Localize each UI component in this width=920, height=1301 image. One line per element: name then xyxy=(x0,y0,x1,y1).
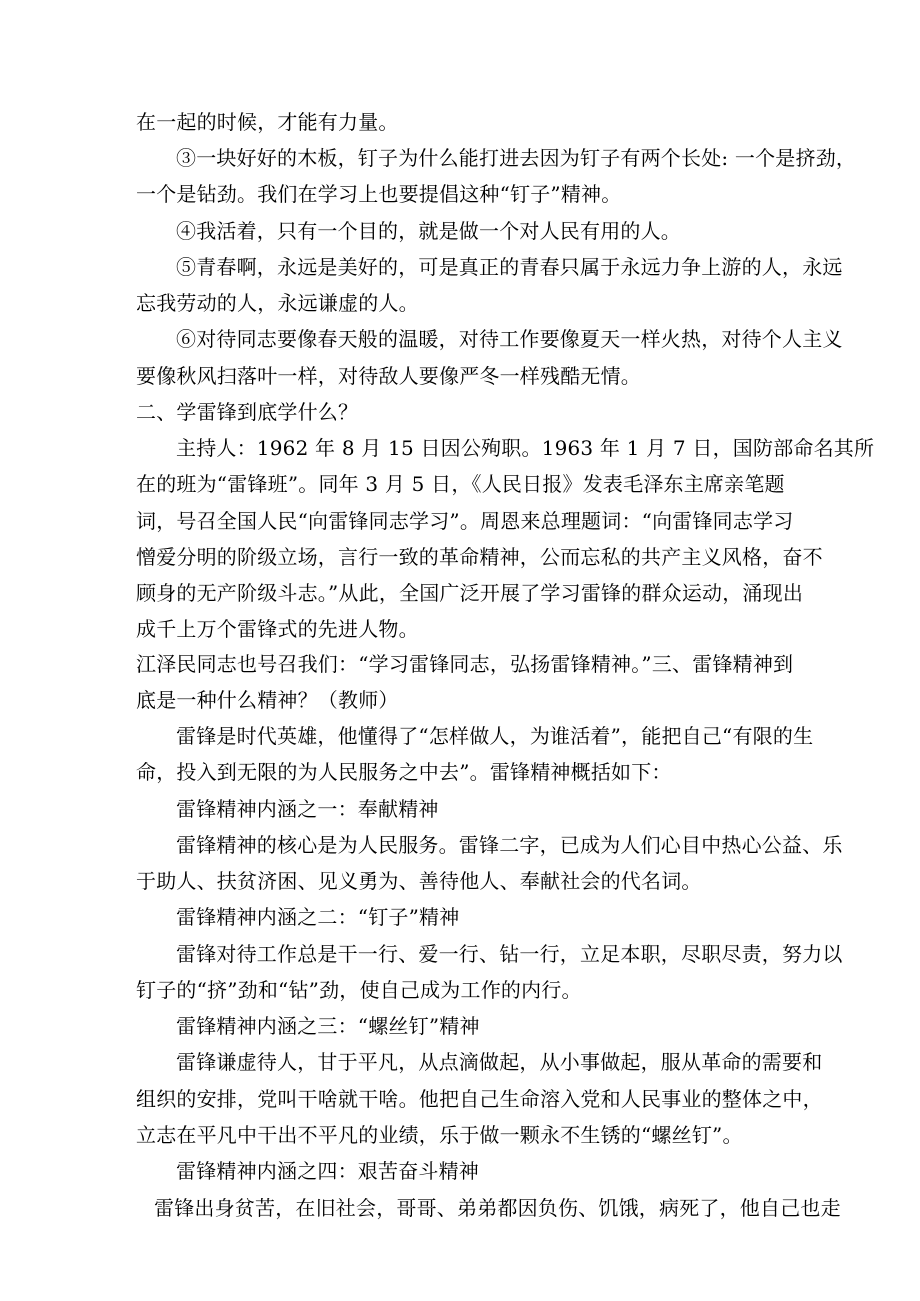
subsection-heading: 雷锋精神内涵之四：艰苦奋斗精神 xyxy=(176,1159,479,1183)
text-line: 一个是钻劲。我们在学习上也要提倡这种“钉子”精神。 xyxy=(136,182,622,206)
text-line: 雷锋是时代英雄，他懂得了“怎样做人，为谁活着”，能把自己“有限的生 xyxy=(176,724,814,748)
text-line: 江泽民同志也号召我们：“学习雷锋同志，弘扬雷锋精神。”三、雷锋精神到 xyxy=(136,652,794,676)
text-line: 要像秋风扫落叶一样，对待敌人要像严冬一样残酷无情。 xyxy=(136,364,641,388)
subsection-heading: 雷锋精神内涵之二：“钉子”精神 xyxy=(176,905,460,929)
text-line: ④我活着，只有一个目的，就是做一个对人民有用的人。 xyxy=(176,219,681,243)
text-line: 命，投入到无限的为人民服务之中去”。雷锋精神概括如下： xyxy=(136,760,672,784)
text-line: 组织的安排，党叫干啥就干啥。他把自己生命溶入党和人民事业的整体之中， xyxy=(136,1087,823,1111)
text-line: ⑥对待同志要像春天般的温暖，对待工作要像夏天一样火热，对待个人主义 xyxy=(176,327,843,351)
text-line: 雷锋精神的核心是为人民服务。雷锋二字，已成为人们心目中热心公益、乐 xyxy=(176,833,843,857)
text-line: 憎爱分明的阶级立场，言行一致的革命精神，公而忘私的共产主义风格，奋不 xyxy=(136,545,823,569)
text-line: 忘我劳动的人，永远谦虚的人。 xyxy=(136,291,419,315)
subsection-heading: 雷锋精神内涵之一：奉献精神 xyxy=(176,797,439,821)
text-line: 在的班为“雷锋班”。同年 3 月 5 日，《人民日报》发表毛泽东主席亲笔题 xyxy=(136,472,785,496)
text-line: 钉子的“挤”劲和“钻”劲，使自己成为工作的内行。 xyxy=(136,978,582,1002)
subsection-heading: 雷锋精神内涵之三：“螺丝钉”精神 xyxy=(176,1014,480,1038)
text-line: 顾身的无产阶级斗志。”从此，全国广泛开展了学习雷锋的群众运动，涌现出 xyxy=(136,581,804,605)
text-line: 雷锋对待工作总是干一行、爱一行、钻一行，立足本职，尽职尽责，努力以 xyxy=(176,942,843,966)
text-line: 于助人、扶贫济困、见义勇为、善待他人、奉献社会的代名词。 xyxy=(136,869,702,893)
text-line: ③一块好好的木板，钉子为什么能打进去因为钉子有两个长处: 一个是挤劲， xyxy=(176,146,857,170)
text-line: ⑤青春啊，永远是美好的，可是真正的青春只属于永远力争上游的人，永远 xyxy=(176,255,843,279)
text-line: 底是一种什么精神？（教师） xyxy=(136,688,399,712)
text-line: 主持人：1962 年 8 月 15 日因公殉职。1963 年 1 月 7 日，国防部命名其所 xyxy=(176,436,875,460)
text-line: 词，号召全国人民“向雷锋同志学习”。周恩来总理题词：“向雷锋同志学习 xyxy=(136,509,794,533)
text-line: 立志在平凡中干出不平凡的业绩，乐于做一颗永不生锈的“螺丝钉”。 xyxy=(136,1123,743,1147)
text-line: 在一起的时候，才能有力量。 xyxy=(136,110,399,134)
text-line: 雷锋谦虚待人，甘于平凡，从点滴做起，从小事做起，服从革命的需要和 xyxy=(176,1050,823,1074)
section-heading: 二、学雷锋到底学什么？ xyxy=(136,400,359,424)
text-line: 成千上万个雷锋式的先进人物。 xyxy=(136,617,419,641)
text-line: 雷锋出身贫苦，在旧社会，哥哥、弟弟都因负伤、饥饿，病死了，他自己也走 xyxy=(154,1196,841,1220)
